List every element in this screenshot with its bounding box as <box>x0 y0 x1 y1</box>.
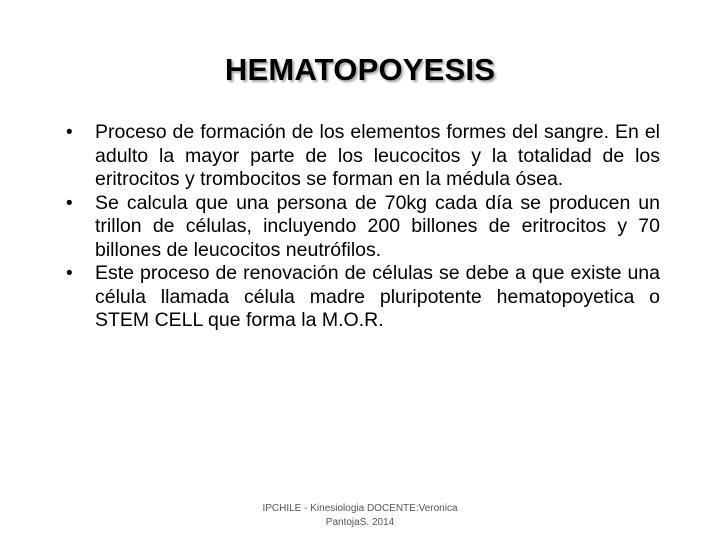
bullet-dot-icon: • <box>66 263 73 284</box>
footer-line-1: IPCHILE - Kinesiologia DOCENTE:Veronica <box>262 503 458 514</box>
bullet-item <box>60 262 660 333</box>
bullet-item <box>60 192 660 263</box>
bullet-list <box>60 121 660 333</box>
slide-title: HEMATOPOYESIS <box>224 52 496 87</box>
bullet-text: Este proceso de renovación de células se debe a que existe una célula llamada célula madre pluripotente hematopoyetica o STEM CELL que forma la M.O.R. <box>95 262 660 331</box>
footer-line-2: PantojaS. 2014 <box>325 517 395 528</box>
slide-footer <box>240 502 480 530</box>
bullet-dot-icon: • <box>66 192 73 214</box>
bullet-dot-icon: • <box>66 122 73 143</box>
bullet-text: Se calcula que una persona de 70kg cada día se producen un trillon de células, incluyendo 200 billones de eritrocitos y 70 billones de leucocitos neutrófilos. <box>95 191 660 261</box>
bullet-text: Proceso de formación de los elementos formes del sangre. En el adulto la mayor parte de los leucocitos y la totalidad de los eritrocitos y trombocitos se forman en la médula ósea. <box>95 121 660 190</box>
bullet-item <box>60 121 660 192</box>
